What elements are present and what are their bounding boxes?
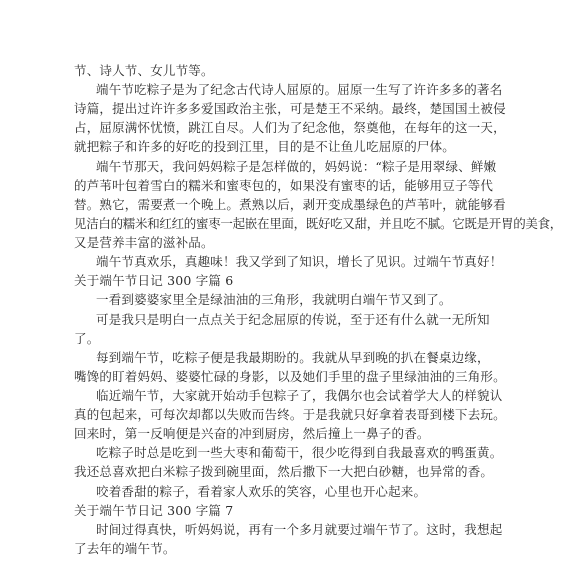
text-line: 可是我只是明白一点点关于纪念屈原的传说，至于还有什么就一无所知 bbox=[96, 311, 490, 327]
text-line: 占，屈原满怀忧愤，跳江自尽。人们为了纪念他，祭奠他，在每年的这一天， bbox=[74, 120, 506, 136]
text-line: 端午节吃粽子是为了纪念古代诗人屈原的。屈原一生写了许许多多的著名 bbox=[96, 82, 503, 98]
text-line: 诗篇，提出过许许多多爱国政治主张，可是楚王不采纳。最终，楚国国土被侵 bbox=[74, 101, 506, 117]
text-line: 真的包起来，可每次却都以失败而告终。于是我就只好拿着表哥到楼下去玩。 bbox=[74, 407, 506, 423]
text-line: 见洁白的糯米和红红的蜜枣一起嵌在里面，既好吃又甜，并且吃不腻。它既是开胃的美食， bbox=[74, 215, 562, 231]
text-line: 时间过得真快，听妈妈说，再有一个多月就要过端午节了。这时，我想起 bbox=[96, 521, 503, 537]
text-line: 了。 bbox=[74, 330, 100, 346]
text-line: 我还总喜欢把白米粽子拨到碗里面，然后撒下一大把白砂糖，也异常的香。 bbox=[74, 464, 494, 480]
text-line: 节、诗人节、女儿节等。 bbox=[74, 63, 214, 78]
text-line: 回来时，第一反响便是兴奋的冲到厨房，然后撞上一鼻子的香。 bbox=[74, 426, 430, 442]
text-line: 吃粽子时总是吃到一些大枣和葡萄干，很少吃得到自我最喜欢的鸭蛋黄。 bbox=[96, 445, 503, 461]
section-heading: 关于端午节日记 300 字篇 6 bbox=[74, 273, 234, 289]
text-line: 咬着香甜的粽子，看着家人欢乐的笑容，心里也开心起来。 bbox=[96, 483, 427, 499]
text-line: 又是营养丰富的滋补品。 bbox=[74, 235, 214, 251]
text-line: 嘴馋的盯着妈妈、婆婆忙碌的身影，以及她们手里的盘子里绿油油的三角形。 bbox=[74, 368, 506, 384]
section-heading: 关于端午节日记 300 字篇 7 bbox=[74, 502, 234, 518]
text-line: 临近端午节，大家就开始动手包粽子了，我偶尔也会试着学大人的样貌认 bbox=[96, 387, 503, 403]
text-line: 每到端午节，吃粽子便是我最期盼的。我就从早到晚的扒在餐桌边缘， bbox=[96, 349, 490, 365]
text-line: 一看到婆婆家里全是绿油油的三角形，我就明白端午节又到了。 bbox=[96, 292, 452, 308]
text-line: 端午节那天，我问妈妈粽子是怎样做的，妈妈说：“粽子是用翠绿、鲜嫩 bbox=[96, 158, 497, 174]
text-line: 就把粽子和许多的好吃的投到江里，目的是不让鱼儿吃屈原的尸体。 bbox=[74, 139, 456, 155]
text-line: 端午节真欢乐，真趣味！我又学到了知识，增长了见识。过端午节真好！ bbox=[96, 254, 503, 270]
text-line: 了去年的端午节。 bbox=[74, 540, 176, 556]
text-line: 的芦苇叶包着雪白的糯米和蜜枣包的，如果没有蜜枣的话，能够用豆子等代 bbox=[74, 177, 494, 193]
text-line: 替。熟它，需要煮一个晚上。煮熟以后，剥开变成墨绿色的芦苇叶，就能够看 bbox=[74, 196, 506, 212]
